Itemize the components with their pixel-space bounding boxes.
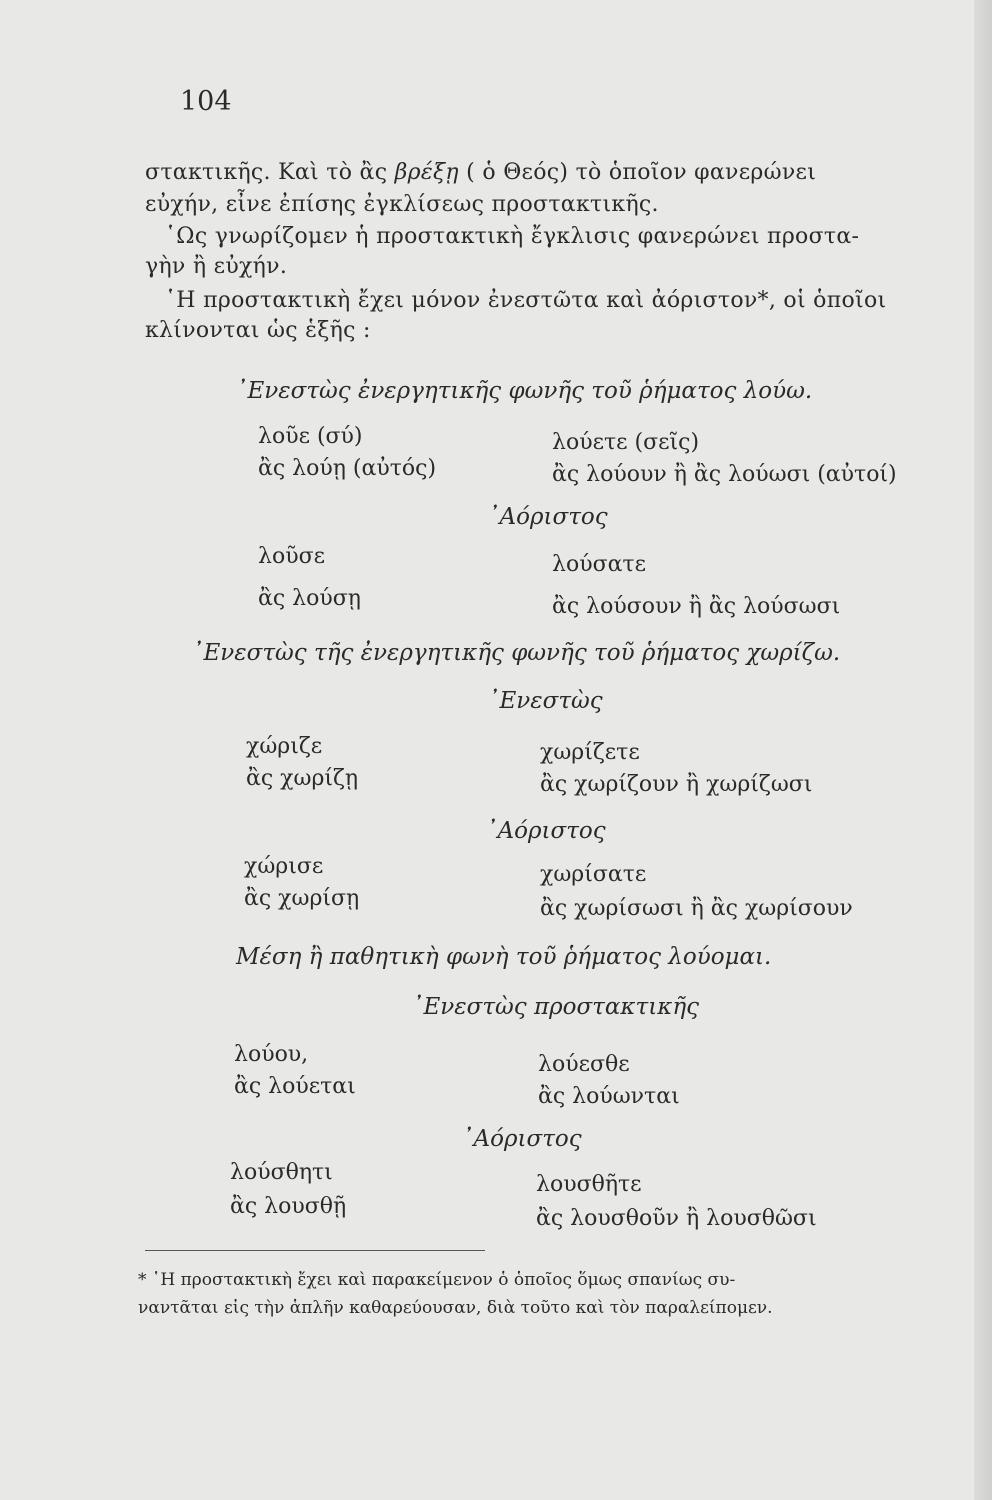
section1-present-right2: ἂς λούουν ἢ ἂς λούωσι (αὐτοί)	[552, 462, 897, 487]
section1-aorist-right1: λούσατε	[552, 552, 647, 577]
paragraph3-line2: κλίνονται ὡς ἑξῆς :	[145, 318, 371, 343]
section3-heading: Μέση ἢ παθητικὴ φωνὴ τοῦ ῥήματος λούομαι.	[236, 944, 772, 970]
section1-aorist-right2: ἂς λούσουν ἢ ἂς λούσωσι	[552, 594, 841, 619]
paragraph1-italic-word: βρέξῃ	[394, 160, 459, 185]
section1-present-right1: λούετε (σεῖς)	[552, 430, 700, 455]
paragraph2-line1: ῾Ως γνωρίζομεν ἡ προστακτικὴ ἔγκλισις φανερώνει προστα-	[165, 224, 860, 249]
section2-aorist-left1: χώρισε	[244, 854, 324, 879]
section3-present-right1: λούεσθε	[538, 1052, 630, 1077]
page-edge	[974, 0, 992, 1500]
section2-aorist-right1: χωρίσατε	[540, 862, 647, 887]
paragraph1-text-a: στακτικῆς. Καὶ τὸ ἂς	[145, 160, 395, 185]
section3-aorist-right1: λουσθῆτε	[536, 1172, 642, 1197]
section2-present-label: ᾿Ενεστὼς	[488, 688, 603, 714]
section3-aorist-label: ᾿Αόριστος	[462, 1126, 582, 1152]
footnote-divider	[145, 1250, 485, 1251]
section2-present-left1: χώριζε	[246, 734, 323, 759]
section2-present-right1: χωρίζετε	[540, 740, 640, 765]
section2-aorist-label: ᾿Αόριστος	[486, 818, 606, 844]
section2-heading: ᾿Ενεστὼς τῆς ἐνεργητικῆς φωνῆς τοῦ ῥήματος χωρίζω.	[192, 640, 841, 666]
page-number: 104	[180, 86, 232, 117]
footnote-line1: * ῾Η προστακτικὴ ἔχει καὶ παρακείμενον ὁ ὁποῖος ὅμως σπανίως συ-	[138, 1270, 736, 1290]
paragraph1-line1	[145, 160, 816, 185]
paragraph1-line2: εὐχήν, εἶνε ἐπίσης ἐγκλίσεως προστακτικῆς.	[145, 192, 659, 217]
section2-aorist-right2: ἂς χωρίσωσι ἢ ἂς χωρίσουν	[540, 896, 853, 921]
section2-present-left2: ἂς χωρίζῃ	[246, 766, 359, 791]
section3-present-right2: ἂς λούωνται	[538, 1084, 680, 1109]
footnote-line2: ναντᾶται εἰς τὴν ἁπλῆν καθαρεύουσαν, διὰ τοῦτο καὶ τὸν παραλείπομεν.	[138, 1298, 773, 1318]
section2-aorist-left2: ἂς χωρίσῃ	[244, 886, 360, 911]
section2-present-right2: ἂς χωρίζουν ἢ χωρίζωσι	[540, 772, 813, 797]
section1-aorist-left1: λοῦσε	[258, 544, 325, 569]
section3-aorist-left2: ἂς λουσθῇ	[230, 1194, 347, 1219]
section3-present-left2: ἂς λούεται	[234, 1074, 356, 1099]
section1-heading: ᾿Ενεστὼς ἐνεργητικῆς φωνῆς τοῦ ῥήματος λούω.	[236, 378, 813, 404]
section3-aorist-left1: λούσθητι	[230, 1160, 333, 1185]
section1-aorist-left2: ἂς λούσῃ	[258, 586, 361, 611]
section3-aorist-right2: ἂς λουσθοῦν ἢ λουσθῶσι	[536, 1206, 817, 1231]
section1-present-left1: λοῦε (σύ)	[258, 424, 363, 449]
section1-aorist-label: ᾿Αόριστος	[488, 504, 608, 530]
section1-present-left2: ἂς λούῃ (αὐτός)	[258, 456, 437, 481]
paragraph2-line2: γὴν ἢ εὐχήν.	[145, 254, 288, 279]
section3-present-left1: λούου,	[234, 1042, 309, 1067]
paragraph1-text-c: ( ὁ Θεός) τὸ ὁποῖον φανερώνει	[458, 160, 817, 185]
section3-present-label: ᾿Ενεστὼς προστακτικῆς	[412, 994, 699, 1020]
paragraph3-line1: ῾Η προστακτικὴ ἔχει μόνον ἐνεστῶτα καὶ ἀόριστον*, οἱ ὁποῖοι	[165, 288, 887, 313]
